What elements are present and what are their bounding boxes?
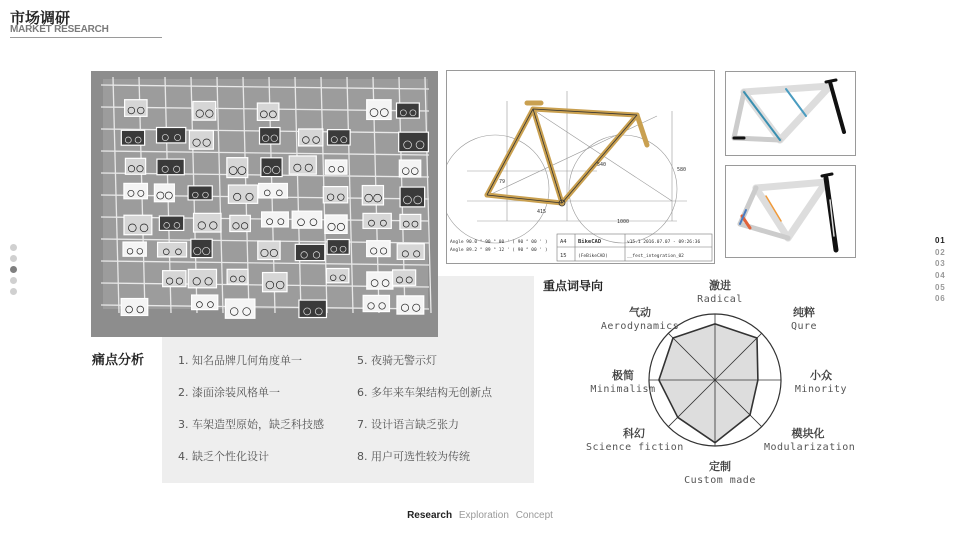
pain-point-item: 6. 多年来车架结构无创新点 [357,386,492,399]
wall-photo [194,213,222,232]
wall-photo [363,213,391,228]
wall-photo [157,159,184,175]
nav-research[interactable]: Research [407,510,453,521]
keyword-en: Science fiction [586,442,684,453]
white-frame-fork-graphic [726,166,855,257]
wall-photo [399,132,429,152]
wall-photo [399,160,420,177]
photo-wall-graphic [91,71,438,337]
photo-wall-image [91,71,438,337]
diagram-num: 15 [560,253,567,259]
diagram-angle-2: Angle 89.2 ° 89 ° 12 ' ( 90 ° 00 ' ) [450,248,548,253]
wall-photo [157,127,186,142]
keyword-custom-made [682,459,758,487]
svg-text:540: 540 [597,162,607,168]
keyword-minority [793,368,849,396]
pain-point-item: 3. 车架造型原始，缺乏科技感 [178,418,324,431]
frame-photo-top [725,71,856,156]
svg-text:415: 415 [537,209,547,215]
wall-photo [227,269,248,284]
svg-text:79: 79 [499,179,506,185]
pain-point-item: 1. 知名品牌几何角度单一 [178,354,302,367]
keyword-minimalism [588,368,658,396]
wall-photo [124,215,152,234]
wall-photo [299,129,323,146]
bottom-nav [0,510,960,521]
wall-photo [124,183,148,198]
wall-photo [225,299,255,318]
wall-photo [188,186,212,200]
keyword-cn: 定制 [709,460,731,473]
diagram-logo: BikeCAD [578,239,602,245]
wall-photo [121,130,144,145]
diagram-file: __fest_integration_02 [627,254,684,259]
wall-photo [400,214,421,229]
wall-photo [125,100,147,117]
svg-text:1000: 1000 [617,219,630,225]
wall-photo [299,300,327,317]
wall-photo [367,272,393,289]
wall-photo [228,185,257,203]
geometry-diagram-image [446,70,715,264]
wall-photo [123,242,146,256]
pain-point-item: 2. 漆面涂装风格单一 [178,386,280,399]
pain-points-heading: 痛点分析 [92,353,145,368]
keyword-en: Qure [790,321,818,332]
wall-photo [367,100,391,120]
keyword-cn: 纯粹 [793,306,815,319]
wall-photo [397,244,424,260]
wall-photo [397,103,420,118]
page-number-02[interactable]: 02 [935,248,946,257]
wall-photo [188,269,216,287]
frame-photo-bottom [725,165,856,258]
wall-photo [262,212,289,227]
wall-photo [230,215,251,231]
page-number-06[interactable]: 06 [935,294,946,303]
keyword-modularization [764,426,856,454]
keyword-en: Aerodynamics [600,321,680,332]
wall-photo [289,156,316,174]
wall-photo [363,295,389,311]
wall-photo [121,299,148,316]
slide-dot[interactable] [10,255,17,262]
pain-point-item: 7. 设计语言缺乏张力 [357,418,459,431]
keyword-en: Minimalism [590,384,656,395]
keyword-cn: 激进 [709,279,731,292]
svg-text:580: 580 [677,167,687,173]
keyword-en: Minority [794,384,848,395]
pain-point-item: 8. 用户可选性较为传统 [357,450,470,463]
wall-photo [325,160,347,174]
wall-photo [327,240,349,255]
keyword-cn: 模块化 [791,427,825,440]
wall-photo [397,296,424,314]
keyword-en: Custom made [684,475,756,486]
slide-dot[interactable] [10,277,17,284]
keywords-heading: 重点词导向 [543,279,604,293]
wall-photo [326,268,348,282]
diagram-product: (FeBikeCAD) [578,254,608,259]
keyword-en: Radical [697,294,743,305]
wall-photo [295,244,324,260]
wall-photo [367,241,391,257]
keyword-aerodynamics [600,305,680,333]
keyword-cn: 科幻 [623,427,645,440]
wall-photo [323,187,347,203]
wall-photo [292,211,322,228]
nav-concept[interactable]: Concept [515,510,553,521]
keyword-science-fiction [586,426,682,454]
wall-photo [192,295,218,310]
keyword-en: Modularization [764,442,856,453]
wall-photo [159,216,183,230]
keyword-cn: 极简 [612,369,634,382]
wall-photo [189,131,213,150]
pain-point-item: 5. 夜骑无警示灯 [357,354,437,367]
wall-photo [263,273,287,292]
white-frame-graphic [726,72,855,155]
slide-dot[interactable] [10,244,17,251]
wall-photo [393,270,416,285]
wall-photo [259,183,288,197]
diagram-angle-1: Angle 90.0 ° 90 ° 00 ' ( 90 ° 00 ' ) [450,240,548,245]
page-title: 市场调研 [10,9,71,27]
page-number-03[interactable]: 03 [935,259,946,268]
wall-photo [328,130,351,145]
diagram-date: v15.1 2016.07.07 - 09:26:36 [627,240,701,245]
diagram-sheet: A4 [560,239,567,245]
keyword-cn: 气动 [629,306,651,319]
wall-photo [400,187,425,207]
bike-geometry-graphic [447,71,714,263]
wall-photo [257,103,279,120]
keyword-cn: 小众 [810,369,832,382]
wall-photo [158,242,187,257]
nav-exploration[interactable]: Exploration [458,510,509,521]
page-number-04[interactable]: 04 [935,271,946,280]
pain-point-item: 4. 缺乏个性化设计 [178,450,269,463]
page-subtitle: MARKET RESEARCH [10,24,109,35]
wall-photo [163,271,186,287]
slide-dot[interactable] [10,288,17,295]
keyword-radical [690,278,750,306]
page-number-01[interactable]: 01 [935,236,946,245]
slide-dot-active[interactable] [10,266,17,273]
title-divider [10,37,162,38]
keyword-qure [779,305,829,333]
wall-photo [125,158,145,174]
page-number-05[interactable]: 05 [935,283,946,292]
